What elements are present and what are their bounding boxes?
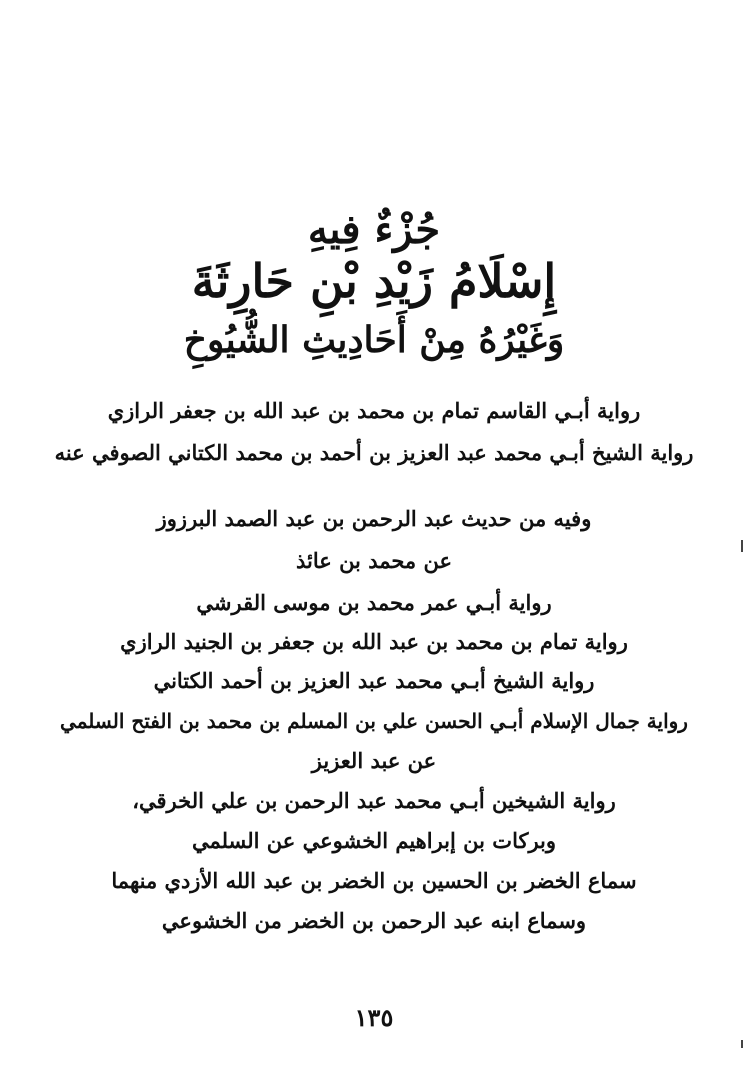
scan-edge-mark [741,1040,743,1048]
content-line-8: رواية الشيخين أبـي محمد عبد الرحمن بن علي الخرقي، [132,788,616,813]
transmission-line-2: رواية الشيخ أبـي محمد عبد العزيز بن أحمد بن محمد الكتاني الصوفي عنه [54,440,694,465]
title-line-1: جُزْءٌ فِيهِ [307,206,441,253]
content-line-7: عن عبد العزيز [311,748,437,773]
content-line-11: وسماع ابنه عبد الرحمن بن الخضر من الخشوعي [161,908,587,933]
content-line-9: وبركات بن إبراهيم الخشوعي عن السلمي [191,828,557,853]
content-line-4: رواية تمام بن محمد بن عبد الله بن جعفر بن الجنيد الرازي [120,629,628,654]
title-line-3: وَغَيْرُهُ مِنْ أَحَادِيثِ الشُّيُوخِ [183,319,565,361]
content-line-6: رواية جمال الإسلام أبـي الحسن علي بن المسلم بن محمد بن الفتح السلمي [60,709,688,733]
content-line-5: رواية الشيخ أبـي محمد عبد العزيز بن أحمد الكتاني [153,668,595,693]
content-line-10: سماع الخضر بن الحسين بن الخضر بن عبد الله الأزدي منهما [111,868,637,893]
page-number: ١٣٥ [354,1003,394,1032]
title-line-2: إِسْلَامُ زَيْدِ بْنِ حَارِثَةَ [191,254,557,308]
content-line-2: عن محمد بن عائذ [295,548,453,573]
scan-edge-mark [741,540,743,552]
content-line-3: رواية أبـي عمر محمد بن موسى القرشي [196,590,552,615]
transmission-line-1: رواية أبـي القاسم تمام بن محمد بن عبد الله بن جعفر الرازي [107,398,641,423]
content-line-1: وفيه من حديث عبد الرحمن بن عبد الصمد البرزوز [156,506,592,531]
